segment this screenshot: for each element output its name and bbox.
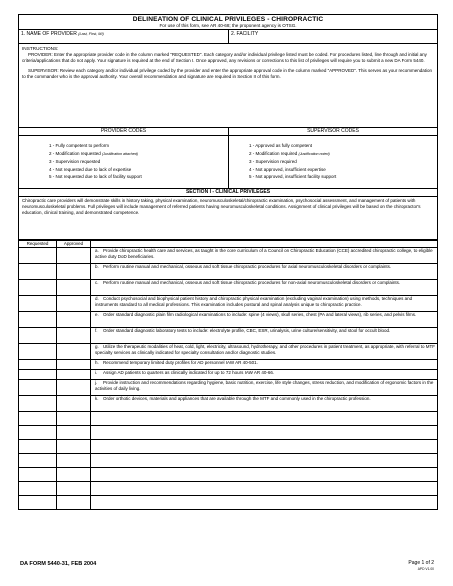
privilege-row bbox=[19, 360, 438, 370]
provider-code-note: (Justification attached) bbox=[102, 151, 139, 156]
privilege-description bbox=[91, 248, 438, 264]
provider-codes bbox=[19, 128, 228, 188]
provider-codes-list bbox=[19, 136, 228, 188]
privilege-letter: c. bbox=[95, 280, 99, 285]
requested-code-cell[interactable] bbox=[19, 344, 57, 360]
privilege-description[interactable] bbox=[91, 440, 438, 454]
privilege-description bbox=[91, 280, 438, 296]
privilege-text: Provide chiropractic health care and services, as taught in the core curriculum of a Council on Chiropractic Education (CCE) accredited chiropractic college, to eligible active duty DoD beneficiaries. bbox=[95, 248, 433, 260]
supervisor-instructions: SUPERVISOR: Review each category and/or individual privilege coded by the provider and enter the appropriate approval code in the column marked "APPROVED". This serves as your recommendation to the commander who is the approval authority. Your overall recommendation and signature are required in Section II of this form. bbox=[22, 68, 432, 80]
form-subtitle: For use of this form, see AR 40-68; the proponent agency is OTSG. bbox=[159, 23, 297, 28]
requested-code-cell[interactable] bbox=[19, 412, 57, 426]
requested-code-cell[interactable] bbox=[19, 468, 57, 482]
privilege-text: Order standard diagnostic laboratory tests to include: electrolyte profile, CBC, ESR, urinalysis, urine culture/sensitivity, and stool for occult blood. bbox=[103, 328, 391, 333]
supervisor-codes-header: SUPERVISOR CODES bbox=[229, 128, 437, 136]
provider-instructions: PROVIDER: Enter the appropriate provider code in the column marked "REQUESTED". Each category and/or individual privilege listed must be coded. For procedures listed, line through and initial any criteria/applications that do not apply. Your signature is required at the end of Section I. Once approved, any revisions or corrections to this list of privileges will require you to submit a new DA Form 5440. bbox=[22, 52, 427, 64]
blank-privilege-row bbox=[19, 454, 438, 468]
privilege-description[interactable] bbox=[91, 412, 438, 426]
privileges-body bbox=[19, 248, 438, 510]
provider-code-item bbox=[49, 158, 228, 166]
approved-code-cell[interactable] bbox=[57, 496, 91, 510]
instructions-block bbox=[18, 44, 438, 128]
privilege-row bbox=[19, 312, 438, 328]
approved-code-cell[interactable] bbox=[57, 440, 91, 454]
blank-privilege-row bbox=[19, 482, 438, 496]
approved-code-cell[interactable] bbox=[57, 344, 91, 360]
privilege-letter: e. bbox=[95, 312, 99, 317]
facility-field[interactable] bbox=[229, 30, 437, 43]
privilege-text: Recommend temporary limited duty profiles for AD personnel IAW AR 40-501. bbox=[103, 360, 258, 365]
requested-code-cell[interactable] bbox=[19, 280, 57, 296]
provider-code-item bbox=[49, 150, 228, 159]
privilege-description bbox=[91, 370, 438, 380]
privilege-description[interactable] bbox=[91, 426, 438, 440]
requested-code-cell[interactable] bbox=[19, 360, 57, 370]
privilege-letter: h. bbox=[95, 360, 99, 365]
page-number: Page 1 of 2 bbox=[408, 560, 434, 566]
provider-code-text: 2 - Modification requested bbox=[49, 150, 101, 156]
supervisor-code-item bbox=[249, 142, 437, 150]
approved-code-cell[interactable] bbox=[57, 380, 91, 396]
provider-name-hint: (Last, First, MI) bbox=[78, 32, 104, 36]
privilege-row bbox=[19, 344, 438, 360]
form-page bbox=[18, 14, 438, 510]
privilege-column-header bbox=[91, 241, 438, 248]
approved-code-cell[interactable] bbox=[57, 264, 91, 280]
requested-code-cell[interactable] bbox=[19, 328, 57, 344]
supervisor-codes-list bbox=[229, 136, 437, 188]
supervisor-code-item bbox=[249, 150, 437, 159]
approved-code-cell[interactable] bbox=[57, 370, 91, 380]
supervisor-code-text: 1 - Approved as fully competent bbox=[249, 143, 313, 148]
approved-code-cell[interactable] bbox=[57, 312, 91, 328]
blank-privilege-row bbox=[19, 412, 438, 426]
blank-privilege-row bbox=[19, 440, 438, 454]
privilege-text: Utilize the therapeutic modalities of heat, cold, light, electricity, ultrasound, hydrotherapy, and other procedures in patient treatment, as appropriate, with referral to MTF specialty services as clinically indicated for specialty consultation and/or diagnostic studies. bbox=[95, 344, 436, 356]
privilege-text: Provide instruction and recommendations regarding hygiene, basic nutrition, exercise, life style changes, stress reduction, and modification of ergonomic factors in the activities of daily living. bbox=[95, 380, 434, 392]
requested-code-cell[interactable] bbox=[19, 440, 57, 454]
privilege-letter: j. bbox=[95, 380, 98, 385]
provider-code-item bbox=[49, 173, 228, 181]
requested-column-header: Requested bbox=[19, 241, 57, 248]
approved-code-cell[interactable] bbox=[57, 482, 91, 496]
privilege-text: Perform routine manual and mechanical, osseous and soft tissue chiropractic procedures for non-axial neuromusculoskeletal disorders or complaints. bbox=[103, 280, 401, 285]
privilege-text: Conduct psychosocial and biophysical patient history and chiropractic physical examination (excluding vaginal examination) using methods, techniques and instruments standard to all medical professions. This examination includes postural and spinal analysis unique to chiropractic practice. bbox=[95, 296, 413, 308]
supervisor-code-text: 3 - Supervision required bbox=[249, 159, 297, 164]
requested-code-cell[interactable] bbox=[19, 380, 57, 396]
requested-code-cell[interactable] bbox=[19, 482, 57, 496]
privilege-row bbox=[19, 396, 438, 412]
requested-code-cell[interactable] bbox=[19, 312, 57, 328]
privilege-row bbox=[19, 380, 438, 396]
provider-name-field[interactable] bbox=[19, 30, 229, 43]
privilege-text: Assign AD patients to quarters as clinically indicated for up to 72 hours IAW AR 40-66. bbox=[103, 370, 275, 375]
privilege-text: Order orthotic devices, materials and appliances that are available through the MTF and commonly used in the chiropractic profession. bbox=[103, 396, 371, 401]
supervisor-code-text: 5 - Not approved, insufficient facility support bbox=[249, 174, 337, 179]
privilege-letter: k. bbox=[95, 396, 99, 401]
privilege-description bbox=[91, 312, 438, 328]
supervisor-code-item bbox=[249, 158, 437, 166]
privilege-row bbox=[19, 248, 438, 264]
privilege-letter: i. bbox=[95, 370, 98, 375]
requested-code-cell[interactable] bbox=[19, 296, 57, 312]
privilege-letter: g. bbox=[95, 344, 99, 349]
supervisor-code-item bbox=[249, 166, 437, 174]
privilege-text: Perform routine manual and mechanical, osseous and soft tissue chiropractic procedures for axial neuromusculoskeletal disorders or complaints. bbox=[103, 264, 392, 269]
provider-codes-header: PROVIDER CODES bbox=[19, 128, 228, 136]
form-title: DELINEATION OF CLINICAL PRIVILEGES - CHIROPRACTIC bbox=[132, 16, 324, 23]
requested-code-cell[interactable] bbox=[19, 496, 57, 510]
provider-code-text: 4 - Not requested due to lack of expertise bbox=[49, 166, 132, 172]
form-footer bbox=[20, 561, 434, 572]
privilege-row bbox=[19, 280, 438, 296]
provider-name-label: 1. NAME OF PROVIDER bbox=[21, 31, 77, 37]
approved-code-cell[interactable] bbox=[57, 296, 91, 312]
privilege-letter: b. bbox=[95, 264, 99, 269]
instructions-title: INSTRUCTIONS: bbox=[22, 46, 59, 51]
requested-code-cell[interactable] bbox=[19, 370, 57, 380]
provider-code-item bbox=[49, 166, 228, 174]
approved-code-cell[interactable] bbox=[57, 412, 91, 426]
privilege-description bbox=[91, 344, 438, 360]
section-1-title: SECTION I - CLINICAL PRIVILEGES bbox=[19, 189, 437, 197]
privilege-row bbox=[19, 328, 438, 344]
privilege-description bbox=[91, 328, 438, 344]
privilege-letter: d. bbox=[95, 296, 99, 301]
supervisor-code-item bbox=[249, 173, 437, 181]
approved-code-cell[interactable] bbox=[57, 360, 91, 370]
privilege-description bbox=[91, 296, 438, 312]
privileges-table bbox=[18, 240, 438, 510]
supervisor-code-text: 2 - Modification required bbox=[249, 150, 298, 156]
privilege-description[interactable] bbox=[91, 482, 438, 496]
privilege-description[interactable] bbox=[91, 454, 438, 468]
provider-code-item bbox=[49, 142, 228, 150]
privilege-row bbox=[19, 264, 438, 280]
approved-code-cell[interactable] bbox=[57, 468, 91, 482]
supervisor-codes bbox=[228, 128, 437, 188]
requested-code-cell[interactable] bbox=[19, 248, 57, 264]
privilege-letter: a. bbox=[95, 248, 99, 253]
approved-column-header: Approved bbox=[57, 241, 91, 248]
identification-row bbox=[18, 30, 438, 44]
requested-code-cell[interactable] bbox=[19, 264, 57, 280]
blank-privilege-row bbox=[19, 426, 438, 440]
provider-code-text: 5 - Not requested due to lack of facility support bbox=[49, 174, 142, 179]
approved-code-cell[interactable] bbox=[57, 280, 91, 296]
privilege-description bbox=[91, 360, 438, 370]
codes-block bbox=[18, 128, 438, 189]
form-number: DA FORM 5440-31, FEB 2004 bbox=[20, 561, 97, 567]
facility-label: 2. FACILITY bbox=[231, 31, 259, 37]
requested-code-cell[interactable] bbox=[19, 426, 57, 440]
privilege-letter: f. bbox=[95, 328, 98, 333]
section-1-paragraph: Chiropractic care providers will demonstrate skills in history taking, physical examination, neuromusculoskeletal/chiropractic examination, psychosocial assessment, and management of patients with neuromusculoskeletal problems. Full privileges will include management of referred patients having neuromusculoskeletal conditions. Assignment of clinical privileges will be based on the chiropractor's education, clinical training, and demonstrated competence. bbox=[22, 198, 421, 216]
privilege-description bbox=[91, 380, 438, 396]
blank-privilege-row bbox=[19, 468, 438, 482]
requested-code-cell[interactable] bbox=[19, 454, 57, 468]
form-header bbox=[18, 14, 438, 30]
privilege-row bbox=[19, 370, 438, 380]
provider-code-text: 3 - Supervision requested bbox=[49, 159, 101, 164]
privilege-description bbox=[91, 264, 438, 280]
approved-code-cell[interactable] bbox=[57, 426, 91, 440]
supervisor-code-text: 4 - Not approved, insufficient expertise bbox=[249, 166, 326, 172]
page-info bbox=[408, 561, 434, 572]
section-1 bbox=[18, 189, 438, 240]
form-version: APD V1.00 bbox=[417, 566, 434, 571]
privilege-row bbox=[19, 296, 438, 312]
approved-code-cell[interactable] bbox=[57, 248, 91, 264]
approved-code-cell[interactable] bbox=[57, 328, 91, 344]
privilege-description bbox=[91, 396, 438, 412]
approved-code-cell[interactable] bbox=[57, 454, 91, 468]
blank-privilege-row bbox=[19, 496, 438, 510]
privilege-description[interactable] bbox=[91, 468, 438, 482]
privilege-text: Order standard diagnostic plain film radiological examinations to include: spine (4 views), skull series, chest (PA and lateral views), rib series, and pelvis films. bbox=[103, 312, 417, 317]
privilege-description[interactable] bbox=[91, 496, 438, 510]
supervisor-code-note: (Justification noted) bbox=[298, 151, 330, 156]
approved-code-cell[interactable] bbox=[57, 396, 91, 412]
provider-code-text: 1 - Fully competent to perform bbox=[49, 143, 110, 148]
requested-code-cell[interactable] bbox=[19, 396, 57, 412]
